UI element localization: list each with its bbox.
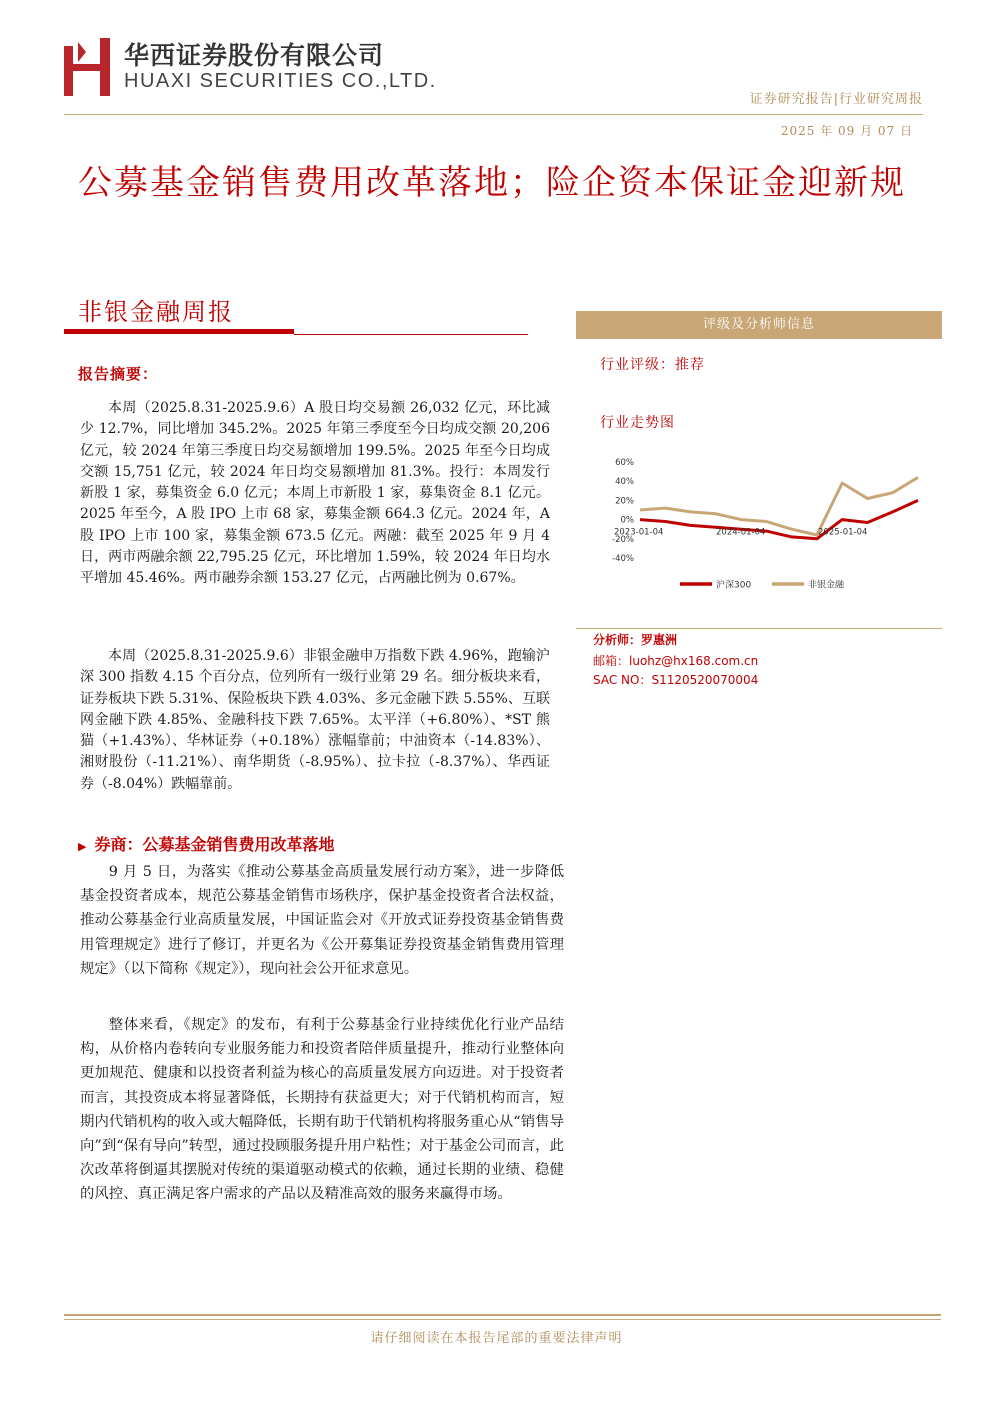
- legend-label: 沪深300: [716, 580, 752, 591]
- company-name-en: HUAXI SECURITIES CO.,LTD.: [124, 70, 437, 92]
- analyst-sac-number: SAC NO：S1120520070004: [593, 673, 759, 687]
- y-tick-label: -20%: [612, 534, 634, 545]
- report-type: 证券研究报告|行业研究周报: [749, 92, 923, 107]
- sidebar-divider: [576, 338, 942, 339]
- series-line-1: [640, 500, 918, 538]
- x-tick-label: 2025-01-04: [818, 527, 868, 538]
- sector-underline-thin: [294, 334, 528, 335]
- y-tick-label: 40%: [615, 477, 634, 488]
- sector-underline: [64, 329, 294, 334]
- section-heading-text: 券商：公募基金销售费用改革落地: [94, 835, 335, 854]
- footer-divider-thick: [64, 1314, 941, 1316]
- industry-trend-chart: [600, 450, 930, 600]
- y-tick-label: 60%: [615, 458, 634, 468]
- x-tick-label: 2023-01-04: [614, 527, 664, 538]
- triangle-bullet-icon: ▶: [78, 840, 87, 853]
- summary-paragraph-2: 本周（2025.8.31-2025.9.6）非银金融申万指数下跌 4.96%，跑输沪深 300 指数 4.15 个百分点，位列所有一级行业第 29 名。细分板块来看，证券板块下跌 5.31%、保险板块下跌 4.03%、多元金融下跌 5.55%、互联网金融下跌 4.85%、金融科技下跌 7.65%。太平洋（+6.80%）、*ST 熊猫（+1.43%）、华林证券（+0.18%）涨幅靠前；中油资本（-14.83%）、湘财股份（-11.21%）、南华期货（-8.95%）、拉卡拉（-8.37%）、华西证券（-8.04%）跌幅靠前。: [80, 648, 550, 792]
- summary-paragraph-1: 本周（2025.8.31-2025.9.6）A 股日均交易额 26,032 亿元，环比减少 12.7%，同比增加 345.2%。2025 年第三季度至今日均成交额 20,206 亿元，较 2024 年第三季度日均交易额增加 199.5%。2025 年至今日均成交额 15,751 亿元，较 2024 年日均交易额增加 81.3%。投行：本周发行新股 1 家，募集资金 6.0 亿元；本周上市新股 1 家，募集资金 8.1 亿元。2025 年至今，A 股 IPO 上市 68 家，募集金额 664.3 亿元。2024 年，A 股 IPO 上市 100 家，募集金额 673.5 亿元。两融：截至 2025 年 9 月 4 日，两市两融余额 22,795.25 亿元，环比增加 1.59%，较 2024 年日均水平增加 45.46%。两市融券余额 153.27 亿元，占两融比例为 0.67%。: [80, 400, 550, 587]
- report-title: 公募基金销售费用改革落地；险企资本保证金迎新规: [78, 163, 906, 203]
- body-paragraph-2: 整体来看，《规定》的发布，有利于公募基金行业持续优化行业产品结构，从价格内卷转向专业服务能力和投资者陪伴质量提升，推动行业整体向更加规范、健康和以投资者利益为核心的高质量发展方向迈进。对于投资者而言，其投资成本将显著降低，长期持有获益更大；对于代销机构而言，短期内代销机构的收入或大幅降低，长期有助于代销机构将服务重心从“销售导向”到“保有导向”转型，通过投顾服务提升用户粘性；对于基金公司而言，此次改革将倒逼其摆脱对传统的渠道驱动模式的依赖，通过长期的业绩、稳健的风控、真正满足客户需求的产品以及精准高效的服务来赢得市场。: [80, 1017, 564, 1203]
- huaxi-logo-icon: [64, 38, 114, 96]
- y-tick-label: 20%: [615, 496, 634, 507]
- legend-label: 非银金融: [808, 580, 845, 591]
- header-divider: [64, 114, 923, 115]
- analyst-email: 邮箱：luohz@hx168.com.cn: [593, 654, 759, 668]
- x-tick-label: 2024-01-04: [716, 527, 766, 538]
- series-line-2: [640, 477, 918, 535]
- section-heading-brokers: [78, 832, 334, 855]
- y-tick-label: -40%: [612, 554, 634, 564]
- company-name-cn: 华西证券股份有限公司: [124, 41, 385, 70]
- footer-legal-note: 请仔细阅读在本报告尾部的重要法律声明: [370, 1331, 623, 1346]
- y-tick-label: 0%: [620, 515, 634, 526]
- report-date: 2025 年 09 月 07 日: [780, 124, 913, 138]
- analyst-divider: [576, 628, 942, 629]
- trend-chart-heading: 行业走势图: [600, 415, 675, 431]
- footer-divider-thin: [64, 1319, 941, 1320]
- sector-title: 非银金融周报: [78, 298, 234, 326]
- body-paragraph-1: 9 月 5 日，为落实《推动公募基金高质量发展行动方案》，进一步降低基金投资者成本，规范公募基金销售市场秩序，保护基金投资者合法权益，推动公募基金行业高质量发展，中国证监会对《开放式证券投资基金销售费用管理规定》进行了修订，并更名为《公开募集证券投资基金销售费用管理规定》（以下简称《规定》），现向社会公开征求意见。: [80, 864, 564, 977]
- sidebar-header: 评级及分析师信息: [576, 311, 942, 338]
- summary-heading: 报告摘要：: [78, 365, 159, 383]
- analyst-name: 分析师：罗惠洲: [593, 633, 678, 647]
- industry-rating: 行业评级：推荐: [600, 357, 705, 373]
